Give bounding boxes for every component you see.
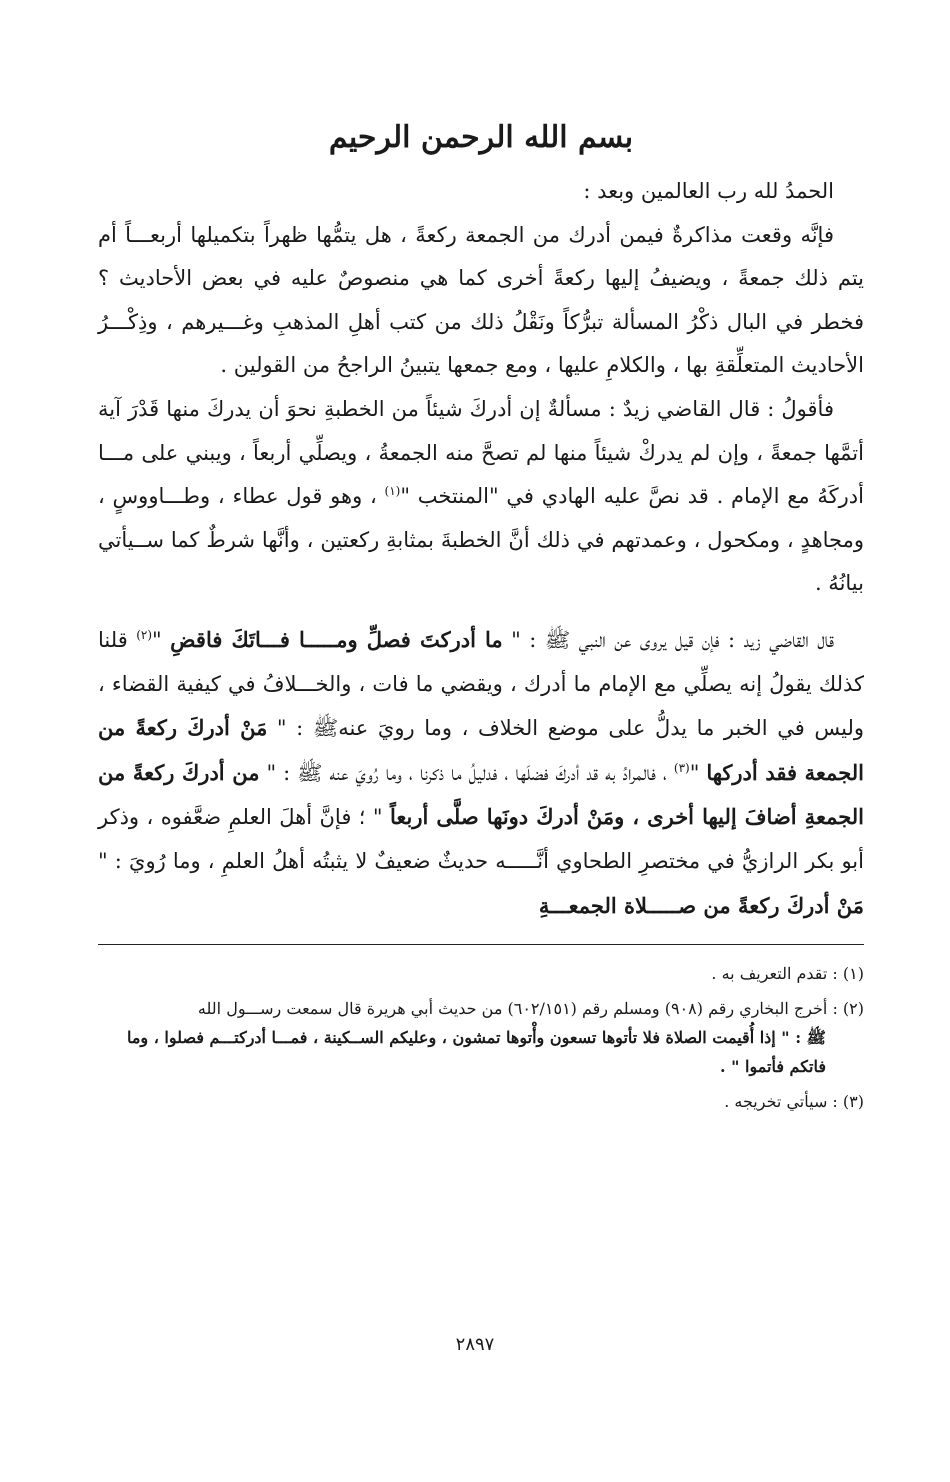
paragraph-3-text-a: قال القاضي زيد : فإن قيل يروى عن النبي ﷺ : "	[502, 627, 834, 652]
hadith-quote-1: ما أدركتَ فصلِّ ومـــــا فـــاتَكَ فاقضِ	[170, 626, 503, 652]
footnote-divider	[98, 944, 864, 945]
paragraph-2-text-b: ، وهو قول عطاء ، وطـــاووسٍ ، ومجاهدٍ ، ومكحول ، وعمدتهم في ذلك أنَّ الخطبةَ بمثابةِ ركعتين ، وأنَّها شرطٌ كما ســيأتي بيانُهُ .	[98, 484, 864, 596]
document-page	[98, 110, 864, 1122]
hadith-quote-2: مَنْ أدركَ ركعةً من الجمعة فقد أدركها	[98, 715, 864, 785]
paragraph-3-text-g: " ؛ فإنَّ أهلَ العلمِ ضعَّفوه ، وذكر أبو بكر الرازيُّ في مختصرِ الطحاوي أنَّـــــه حديثٌ ضعيفٌ لا يثبتُه أهلُ العلمِ ، وما رُويَ : "	[98, 805, 864, 873]
paragraph-3-text-c: "	[152, 627, 171, 652]
footnote-ref-1: (١)	[384, 484, 401, 499]
paragraph-2-text-a: فأقولُ : قال القاضي زيدٌ : مسألةٌ إن أدركَ شيئاً من الخطبةِ نحوَ أن يدركَ منها قَدْرَ آية أتمَّها جمعةً ، وإن لم يدركْ شيئاً منها لم تصحَّ منه الجمعةُ ، ويصلِّي أربعاً ، ويبني على مـــا أدركَهُ مع الإمام . قد نصَّ عليه الهادي في "المنتخب "	[98, 396, 864, 509]
main-text	[98, 170, 864, 928]
paragraph-3	[98, 618, 864, 928]
footnotes	[98, 959, 864, 1116]
page-number: ٢٨٩٧	[455, 1334, 495, 1355]
footnote-ref-2: (٢)	[136, 627, 153, 642]
paragraph-3-text-f: ، فالمرادُ به قد أدركَ فضلَها ، فدليلُ ما ذكرنا ، وما رُويَ عنه ﷺ : "	[259, 760, 674, 785]
opening-line: الحمدُ لله رب العالمين وبعد :	[583, 179, 834, 203]
paragraph-2	[98, 388, 864, 606]
paragraph-3-text-e: "	[689, 760, 707, 785]
hadith-quote-3: من أدركَ ركعةً من الجمعةِ أضافَ إليها أخرى ، ومَنْ أدركَ دونَها صلَّى أربعاً	[98, 759, 864, 830]
footnote-2: (٢) : أخرج البخاري رقم (٩٠٨) ومسلم رقم (٦٠٢/١٥١) من حديث أبي هريرة قال سمعت رســـول الله	[197, 999, 864, 1019]
footnote-3: (٣) : سيأتي تخريجه .	[724, 1092, 864, 1112]
paragraph-1: فإنَّه وقعت مذاكرةٌ فيمن أدرك من الجمعة ركعةً ، هل يتمُّها ظهراً بتكميلها أربعـــاً أم يتم ذلك جمعةً ، ويضيفُ إليها ركعةً أخرى كما هي منصوصٌ عليه في بعض الأحاديث ؟ فخطر في البال ذكْرُ المسألة تبرُّكاً ونَقْلُ ذلك من كتب أهلِ المذهبِ وغـــيرهم ، وذِكْـــرُ الأحاديث المتعلِّقةِ بها ، والكلامِ عليها ، ومع جمعها يتبينُ الراجحُ من القولين .	[98, 222, 864, 378]
footnote-1: (١) : تقدم التعريف به .	[711, 964, 864, 984]
footnote-ref-3: (٣)	[673, 760, 690, 775]
page-title: بسم الله الرحمن الرحيم	[328, 120, 634, 155]
paragraph-3-text-d: قلنا كذلك يقولُ إنه يصلِّي مع الإمام ما أدرك ، ويقضي ما فات ، والخـــلافُ في كيفية القضاء ، وليس في الخبر ما يدلُّ على موضع الخلاف ، وما رويَ عنهﷺ : "	[98, 627, 864, 741]
footnote-2-hadith: ﷺ : " إذا أُقيمت الصلاة فلا تأتوها تسعون وأْتوها تمشون ، وعليكم الســكينة ، فمـــا أدركتـــم فصلوا ، وما فاتكم فأتموا " .	[126, 1028, 826, 1077]
hadith-quote-4: مَنْ أدركَ ركعةً من صـــــلاة الجمعـــةِ	[538, 892, 864, 918]
